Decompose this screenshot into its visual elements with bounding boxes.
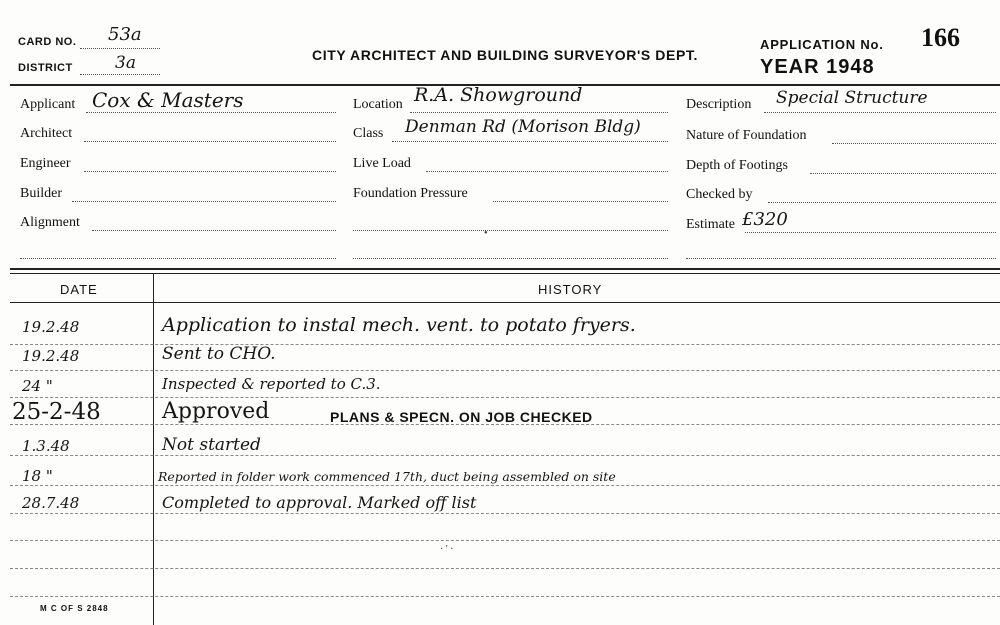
alignment-line: [92, 230, 336, 231]
form-code: M C OF S 2848: [40, 604, 109, 613]
row-line: [10, 540, 1000, 541]
department-title: CITY ARCHITECT AND BUILDING SURVEYOR'S DEPT.: [312, 47, 698, 63]
history-text: Application to instal mech. vent. to potato fryers.: [162, 314, 636, 336]
architect-line: [84, 141, 336, 142]
nature-of-foundation-label: Nature of Foundation: [686, 128, 807, 143]
engineer-line: [84, 171, 336, 172]
row-line: [10, 344, 1000, 345]
depth-of-footings-line: [810, 173, 996, 174]
history-text: Approved: [162, 399, 270, 424]
table-top-rule-inner: [10, 273, 1000, 274]
history-date: 28.7.48: [22, 494, 80, 512]
builder-line: [72, 201, 336, 202]
header-underline: [10, 302, 1000, 303]
applicant-label: Applicant: [20, 97, 76, 112]
blank-line-mid-2: [353, 258, 668, 259]
history-text: Completed to approval. Marked off list: [162, 493, 477, 512]
history-column-header: HISTORY: [538, 282, 603, 297]
depth-of-footings-label: Depth of Footings: [686, 158, 788, 173]
class-line: [392, 141, 668, 142]
history-text: Inspected & reported to C.3.: [162, 375, 381, 393]
history-date: 19.2.48: [22, 318, 80, 336]
history-date: 18 ": [22, 467, 53, 485]
row-line: [10, 513, 1000, 514]
estimate-label: Estimate: [686, 217, 735, 232]
nature-of-foundation-line: [832, 143, 996, 144]
row-line: [10, 596, 1000, 597]
blank-line-mid-1: [353, 230, 668, 231]
column-divider: [153, 274, 154, 625]
history-date: 1.3.48: [22, 437, 70, 455]
engineer-label: Engineer: [20, 156, 71, 171]
location-label: Location: [353, 97, 403, 112]
history-date: 25-2-48: [12, 399, 101, 425]
row-line: [10, 568, 1000, 569]
application-label: APPLICATION No.: [760, 37, 884, 52]
estimate-line: [745, 232, 996, 233]
foundation-pressure-label: Foundation Pressure: [353, 186, 468, 201]
card-no-line: [80, 48, 160, 49]
applicant-value: Cox & Masters: [92, 88, 244, 112]
history-date: 19.2.48: [22, 347, 80, 365]
architect-label: Architect: [20, 126, 73, 141]
application-number: 166: [921, 23, 960, 52]
district-line: [80, 74, 160, 75]
district-value: 3a: [115, 53, 136, 73]
location-value: R.A. Showground: [414, 84, 583, 106]
row-line: [10, 455, 1000, 456]
location-line: [410, 112, 668, 113]
card-no-label: CARD NO.: [18, 36, 77, 48]
row-line: [10, 397, 1000, 398]
approval-stamp: PLANS & SPECN. ON JOB CHECKED: [330, 409, 593, 425]
blank-line-left: [20, 258, 336, 259]
stray-ink-mark: · ' ·: [440, 544, 454, 555]
class-label: Class: [353, 126, 384, 141]
description-label: Description: [686, 97, 752, 112]
estimate-value: £320: [742, 209, 788, 230]
checked-by-line: [768, 202, 996, 203]
blank-line-right: [686, 258, 996, 259]
description-value: Special Structure: [776, 88, 928, 108]
builder-label: Builder: [20, 186, 62, 201]
history-text: Not started: [162, 435, 261, 455]
row-line: [10, 485, 1000, 486]
applicant-line: [86, 112, 336, 113]
description-line: [764, 112, 996, 113]
class-value: Denman Rd (Morison Bldg): [405, 117, 641, 137]
row-line: [10, 370, 1000, 371]
year-label: YEAR 1948: [760, 56, 875, 78]
date-column-header: DATE: [60, 282, 98, 297]
alignment-label: Alignment: [20, 215, 80, 230]
history-text: Reported in folder work commenced 17th, duct being assembled on site: [158, 469, 616, 484]
live-load-label: Live Load: [353, 156, 411, 171]
foundation-pressure-line: [493, 201, 668, 202]
history-text: Sent to CHO.: [162, 344, 276, 364]
stray-ink-dot: •: [484, 228, 488, 239]
live-load-line: [426, 171, 668, 172]
table-top-rule: [10, 268, 1000, 270]
card-no-value: 53a: [108, 24, 142, 45]
checked-by-label: Checked by: [686, 187, 753, 202]
history-date: 24 ": [22, 377, 53, 395]
district-label: DISTRICT: [18, 62, 73, 74]
